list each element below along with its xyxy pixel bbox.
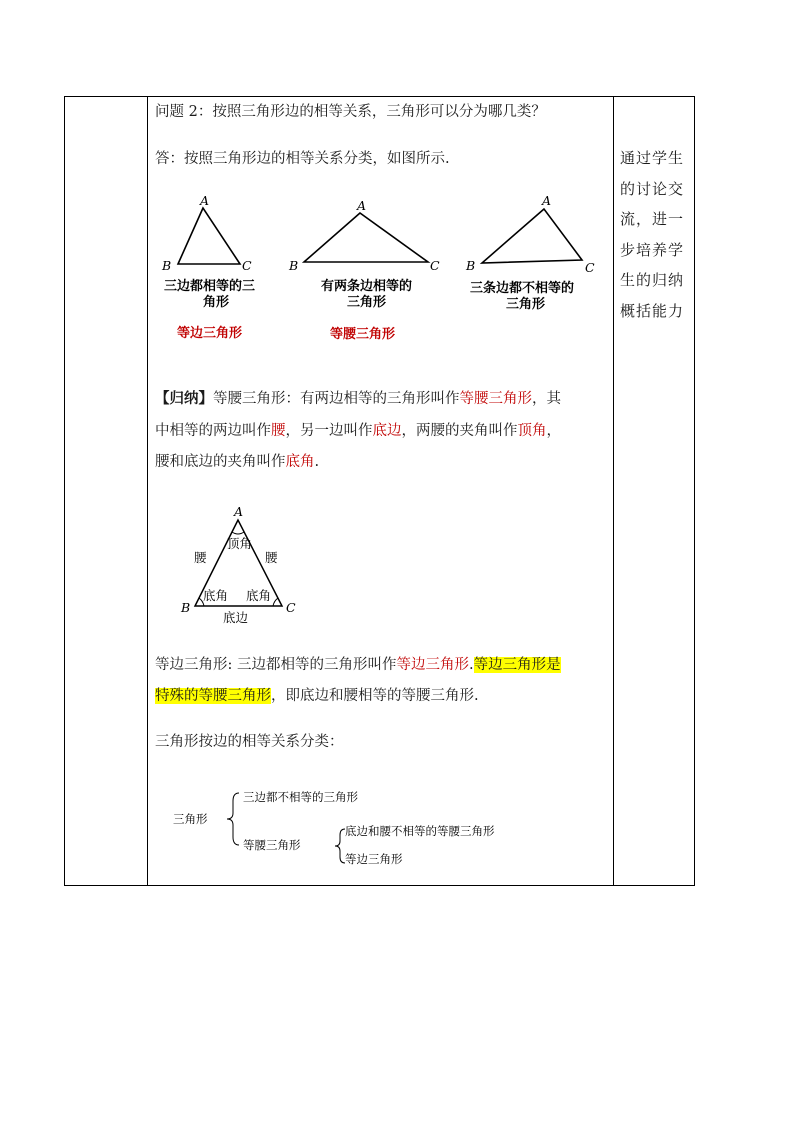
summary-tag: 【归纳】 xyxy=(155,390,213,407)
term-leg: 腰 xyxy=(271,423,286,439)
label-a-2: A xyxy=(357,198,367,213)
classify-intro: 三角形按边的相等关系分类： xyxy=(155,734,344,750)
term-base-angle: 底角 xyxy=(285,454,315,470)
label-b-2: B xyxy=(289,258,299,273)
side-note xyxy=(620,143,692,327)
equilateral-line-2: 特殊的等腰三角形，即底边和腰相等的等腰三角形. xyxy=(155,688,479,704)
iso-label-a: A xyxy=(234,504,244,519)
type-isosceles: 等腰三角形 xyxy=(330,327,396,342)
triangle-equilateral xyxy=(178,208,240,264)
iso-label-c: C xyxy=(286,600,296,615)
iso-leg-right: 腰 xyxy=(265,550,278,565)
answer-2: 答：按照三角形边的相等关系分类，如图所示. xyxy=(155,151,450,167)
equilateral-line-1: 等边三角形: 三边都相等的三角形叫作等边三角形.等边三角形是 xyxy=(155,657,561,673)
triangle-scalene xyxy=(482,209,582,263)
label-b-1: B xyxy=(162,258,172,273)
label-c-3: C xyxy=(585,260,595,275)
side-note-line: 概括能力 xyxy=(620,301,685,320)
side-note-line: 通过学生 xyxy=(620,149,685,167)
tree-isosceles-non-equilateral: 底边和腰不相等的等腰三角形 xyxy=(345,824,495,838)
side-note-line: 生的归纳 xyxy=(620,271,685,290)
term-vertex-angle: 顶角 xyxy=(517,423,547,439)
highlight-2: 特殊的等腰三角形 xyxy=(155,688,271,704)
term-base: 底边 xyxy=(372,423,402,439)
caption-2-line1: 有两条边相等的 xyxy=(321,279,413,294)
caption-3-line2: 三角形 xyxy=(506,297,546,312)
caption-3-line1: 三条边都不相等的 xyxy=(470,281,575,296)
iso-base: 底边 xyxy=(223,610,249,625)
label-a-3: A xyxy=(542,193,552,208)
iso-label-b: B xyxy=(181,600,191,615)
column-divider-right xyxy=(613,97,614,885)
side-note-line: 步培养学 xyxy=(620,240,685,259)
side-note-line: 流，进一 xyxy=(620,210,685,229)
tree-equilateral: 等边三角形 xyxy=(345,852,403,866)
label-b-3: B xyxy=(466,258,476,273)
type-equilateral: 等边三角形 xyxy=(177,326,243,341)
label-a-1: A xyxy=(200,193,210,208)
isosceles-parts-diagram xyxy=(170,502,330,630)
summary-line-1: 【归纳】等腰三角形：有两边相等的三角形叫作等腰三角形，其 xyxy=(155,390,561,407)
summary-line-3: 腰和底边的夹角叫作底角. xyxy=(155,454,320,470)
iso-base-angle-right: 底角 xyxy=(246,588,272,603)
tree-root: 三角形 xyxy=(173,812,208,826)
caption-1-line2: 角形 xyxy=(203,295,230,310)
label-c-1: C xyxy=(242,258,252,273)
term-isosceles: 等腰三角形 xyxy=(459,391,532,407)
brace-inner xyxy=(335,829,345,863)
question-2: 问题 2：按照三角形边的相等关系，三角形可以分为哪几类？ xyxy=(155,104,546,120)
classification-tree xyxy=(165,783,545,875)
iso-vertex-angle: 顶角 xyxy=(227,536,253,551)
brace-outer xyxy=(227,793,239,845)
iso-leg-left: 腰 xyxy=(194,550,207,565)
label-c-2: C xyxy=(430,258,440,273)
caption-1-line1: 三边都相等的三 xyxy=(164,279,256,294)
base-angle-arc-right xyxy=(273,598,278,606)
tree-scalene: 三边都不相等的三角形 xyxy=(243,790,358,804)
tree-isosceles: 等腰三角形 xyxy=(243,838,301,852)
summary-line-2: 中相等的两边叫作腰，另一边叫作底边，两腰的夹角叫作顶角， xyxy=(155,423,561,439)
triangle-isosceles xyxy=(304,213,428,262)
classification-triangles-figure xyxy=(150,190,610,350)
vertex-angle-arc xyxy=(232,532,244,534)
iso-base-angle-left: 底角 xyxy=(203,588,229,603)
highlight-1: 等边三角形是 xyxy=(473,657,561,673)
term-equilateral: 等边三角形 xyxy=(396,657,469,673)
column-divider-left xyxy=(147,97,148,885)
side-note-line: 的讨论交 xyxy=(620,179,685,198)
caption-2-line2: 三角形 xyxy=(347,295,387,310)
